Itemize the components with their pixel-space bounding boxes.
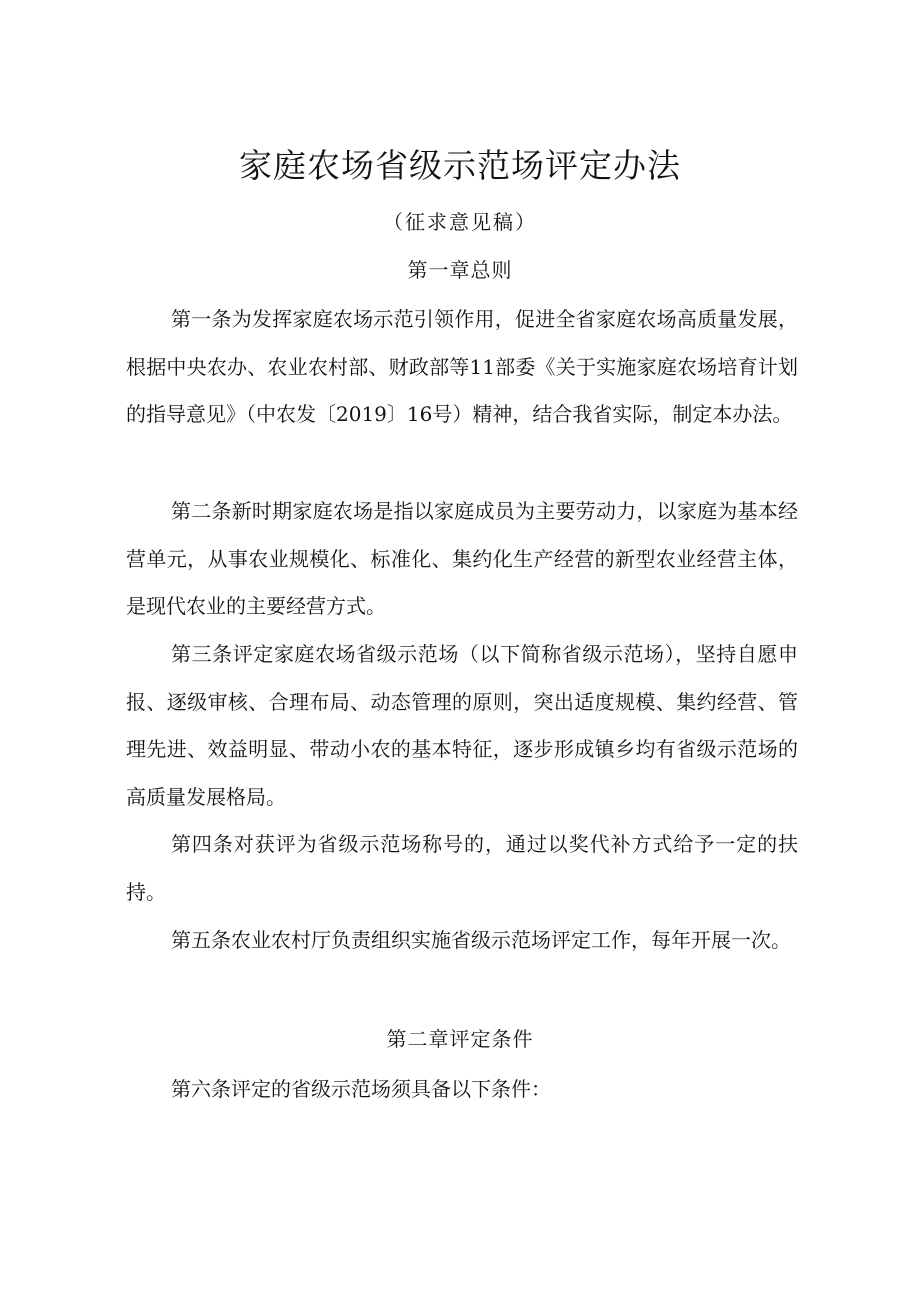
article-2: 第二条新时期家庭农场是指以家庭成员为主要劳动力，以家庭为基本经营单元，从事农业规模化、标准化、集约化生产经营的新型农业经营主体，是现代农业的主要经营方式。 [126, 499, 798, 619]
document-title: 家庭农场省级示范场评定办法 [239, 146, 681, 185]
article-5: 第五条农业农村厅负责组织实施省级示范场评定工作，每年开展一次。 [171, 928, 791, 952]
article-3: 第三条评定家庭农场省级示范场（以下简称省级示范场），坚持自愿申报、逐级审核、合理布局、动态管理的原则，突出适度规模、集约经营、管理先进、效益明显、带动小农的基本特征，逐步形成镇乡均有省级示范场的高质量发展格局。 [126, 642, 798, 809]
article-6: 第六条评定的省级示范场须具备以下条件： [171, 1077, 551, 1101]
article-4: 第四条对获评为省级示范场称号的，通过以奖代补方式给予一定的扶持。 [126, 832, 798, 904]
chapter-heading: 第一章总则 [407, 258, 513, 282]
chapter-heading: 第二章评定条件 [386, 1027, 534, 1051]
article-1: 第一条为发挥家庭农场示范引领作用，促进全省家庭农场高质量发展，根据中央农办、农业农村部、财政部等11部委《关于实施家庭农场培育计划的指导意见》（中农发〔2019〕16号）精神，结合我省实际，制定本办法。 [126, 307, 798, 427]
document-subtitle: （征求意见稿） [383, 210, 537, 234]
